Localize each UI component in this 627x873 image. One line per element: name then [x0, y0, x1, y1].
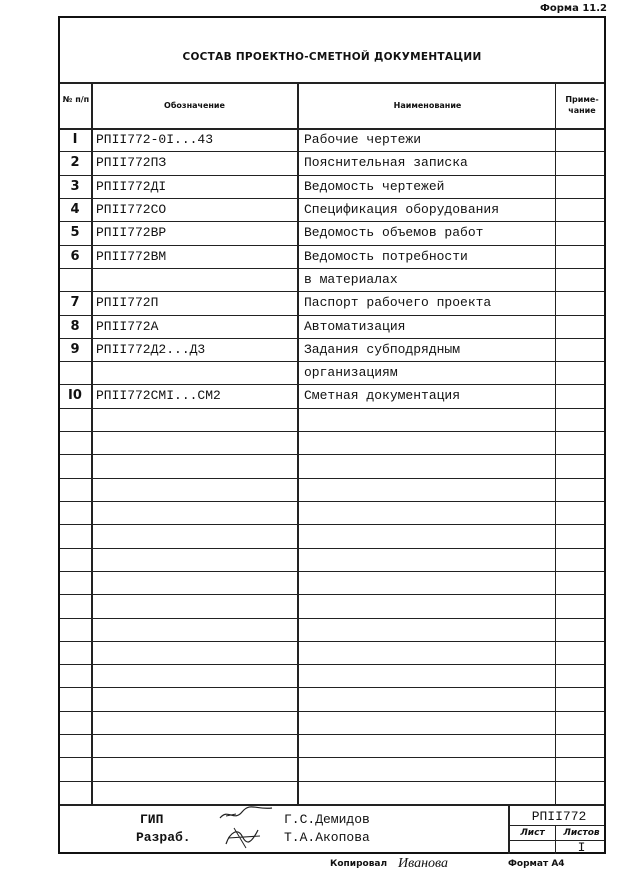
- row-line: [60, 571, 604, 572]
- role-chief-engineer: ГИП: [140, 812, 164, 827]
- row-line: [60, 198, 604, 199]
- row-designation: РПII772СО: [96, 201, 167, 217]
- row-number: 7: [70, 295, 80, 311]
- header-name: Наименование: [393, 101, 462, 110]
- header-note: Приме-чание: [565, 95, 599, 115]
- row-line: [60, 734, 604, 735]
- row-designation: РПII772ДI: [96, 178, 167, 194]
- document-frame: [58, 16, 606, 854]
- row-title: Сметная документация: [304, 388, 461, 404]
- row-designation: РПII772П: [96, 295, 159, 311]
- col-divider-name: [555, 82, 556, 804]
- row-line: [60, 315, 604, 316]
- row-line: [60, 664, 604, 665]
- row-number: 4: [70, 201, 80, 217]
- row-title: Ведомость чертежей: [304, 178, 445, 194]
- name-developer: Т.А.Акопова: [284, 830, 370, 845]
- row-line: [60, 781, 604, 782]
- row-designation: РПII772ПЗ: [96, 155, 167, 171]
- signature-chief-engineer: [216, 804, 276, 824]
- row-line: [60, 291, 604, 292]
- row-designation: РПII772ВР: [96, 225, 167, 241]
- stamp-sheets-value: I: [577, 840, 586, 855]
- row-number: I0: [68, 388, 82, 404]
- row-line: [60, 501, 604, 502]
- row-line: [60, 548, 604, 549]
- stamp-sheet-label: Лист: [520, 828, 545, 838]
- col-divider-num: [91, 82, 93, 804]
- header-bottom-border: [60, 128, 604, 130]
- row-line: [60, 408, 604, 409]
- row-line: [60, 221, 604, 222]
- row-title: Паспорт рабочего проекта: [304, 295, 492, 311]
- row-line: [60, 524, 604, 525]
- row-line: [60, 268, 604, 269]
- form-number-label: Форма 11.2: [539, 3, 607, 14]
- row-title: Задания субподрядным: [304, 341, 461, 357]
- row-title: организациям: [304, 365, 398, 381]
- row-line: [60, 151, 604, 152]
- row-designation: РПII772-0I...43: [96, 132, 214, 147]
- row-line: [60, 338, 604, 339]
- row-line: [60, 641, 604, 642]
- row-line: [60, 594, 604, 595]
- row-designation: РПII772СМI...СМ2: [96, 388, 221, 404]
- row-title: Рабочие чертежи: [304, 132, 422, 147]
- row-title: Автоматизация: [304, 318, 406, 334]
- row-line: [60, 454, 604, 455]
- row-designation: РПII772Д2...Д3: [96, 341, 206, 357]
- row-designation: РПII772А: [96, 318, 159, 334]
- stamp-doc-code: РПII772: [531, 809, 587, 824]
- row-number: 9: [70, 341, 80, 357]
- row-number: 2: [70, 155, 80, 171]
- signature-developer: [220, 822, 270, 850]
- stamp-top-border: [60, 804, 604, 806]
- row-line: [60, 245, 604, 246]
- row-line: [60, 384, 604, 385]
- header-code: Обозначение: [164, 101, 225, 110]
- header-num: № п/п: [62, 95, 90, 104]
- footer-format-label: Формат А4: [508, 859, 565, 869]
- row-number: 6: [70, 248, 80, 264]
- row-number: I: [72, 132, 78, 147]
- row-line: [60, 757, 604, 758]
- row-line: [60, 478, 604, 479]
- row-number: 8: [70, 318, 80, 334]
- row-number: 3: [70, 178, 80, 194]
- row-line: [60, 711, 604, 712]
- row-title: Пояснительная записка: [304, 155, 468, 171]
- row-number: 5: [70, 225, 80, 241]
- row-line: [60, 361, 604, 362]
- row-designation: РПII772ВМ: [96, 248, 167, 264]
- stamp-sheets-label: Листов: [563, 828, 600, 838]
- document-title: СОСТАВ ПРОЕКТНО-СМЕТНОЙ ДОКУМЕНТАЦИИ: [182, 51, 482, 63]
- header-top-border: [60, 82, 604, 84]
- footer-copied-label: Копировал: [330, 859, 388, 869]
- row-title: Спецификация оборудования: [304, 201, 500, 217]
- footer-copied-name: Иванова: [398, 856, 449, 871]
- name-chief-engineer: Г.С.Демидов: [284, 812, 370, 827]
- row-line: [60, 175, 604, 176]
- stamp-sheet-divider: [555, 825, 556, 854]
- stamp-code-line: [508, 825, 604, 826]
- row-line: [60, 431, 604, 432]
- row-line: [60, 687, 604, 688]
- row-line: [60, 618, 604, 619]
- role-developer: Разраб.: [136, 830, 191, 845]
- row-title: Ведомость объемов работ: [304, 225, 484, 241]
- row-title: в материалах: [304, 271, 398, 287]
- col-divider-code: [297, 82, 299, 804]
- row-title: Ведомость потребности: [304, 248, 468, 264]
